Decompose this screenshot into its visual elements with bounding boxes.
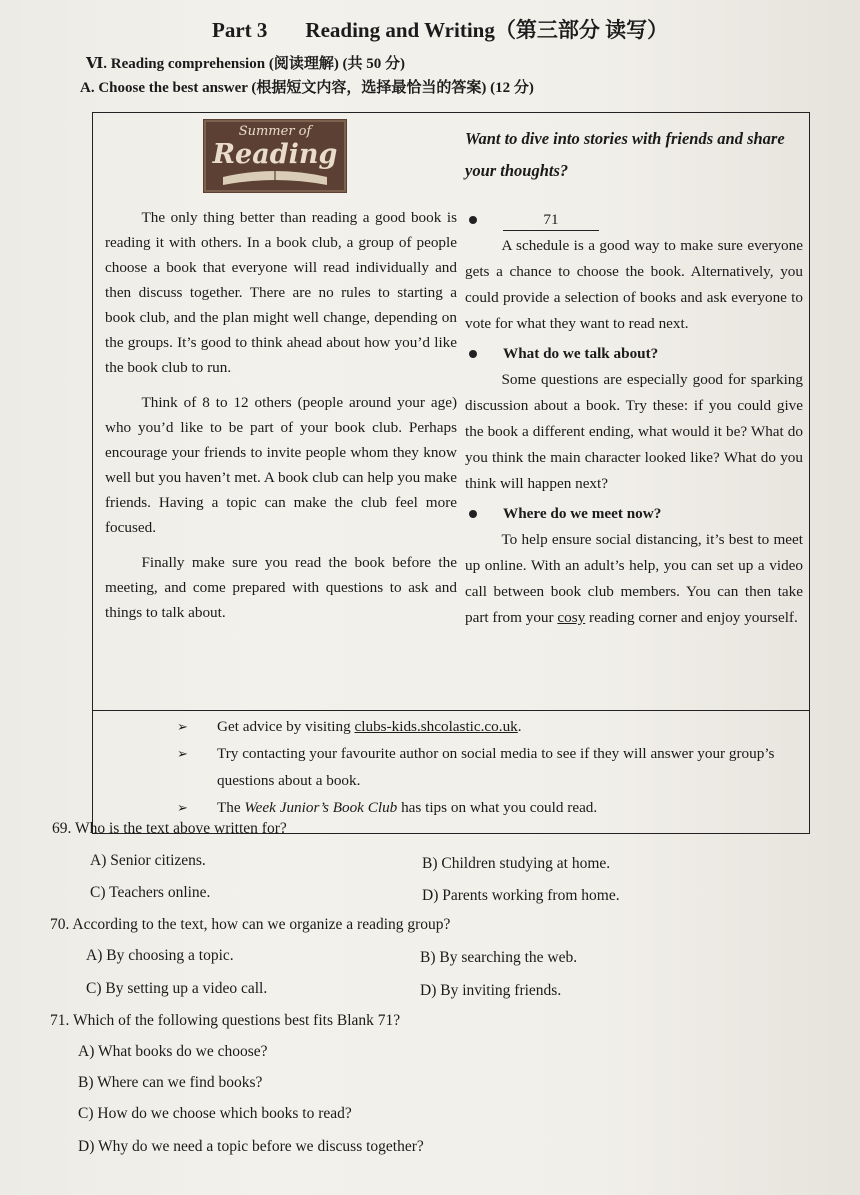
part-title xyxy=(212,14,668,44)
arrow-bullet-icon: ➢ xyxy=(177,746,188,761)
blank-71: 71 xyxy=(503,210,599,231)
tip1-prefix: Get advice by visiting xyxy=(217,718,355,735)
tip1-suffix: . xyxy=(517,718,522,735)
q70-option-c[interactable]: C) By setting up a video call. xyxy=(86,980,268,997)
arrow-bullet-icon: ➢ xyxy=(177,719,188,734)
arrow-bullet-icon: ➢ xyxy=(177,800,188,815)
logo-line2: Reading xyxy=(212,139,338,170)
talk-heading-text: What do we talk about? xyxy=(503,345,659,362)
part-number: Part 3 xyxy=(212,18,268,42)
question-69: 69. Who is the text above written for? xyxy=(52,820,287,837)
tip3-suffix: has tips on what you could read. xyxy=(397,799,598,816)
part-name: Reading and Writing（第三部分 读写） xyxy=(305,18,669,42)
subsection-title: A. Choose the best answer (根据短文内容，选择最恰当的答案) (12 分) xyxy=(80,80,534,96)
bullet-dot-icon xyxy=(469,216,477,224)
p3-text-a: To help ensure social distancing, it’s best to meet up online. With an adult’s help, you can set up a video call between book club members. You can then take part from your xyxy=(465,531,803,626)
meet-heading-text: Where do we meet now? xyxy=(503,505,662,522)
tip-item xyxy=(177,713,807,740)
meet-heading xyxy=(465,501,803,527)
q70-option-d[interactable]: D) By inviting friends. xyxy=(420,982,562,999)
box-divider xyxy=(93,710,809,711)
right-paragraph-3 xyxy=(465,527,803,631)
q71-option-d[interactable]: D) Why do we need a topic before we discuss together? xyxy=(78,1138,424,1155)
q69-option-c[interactable]: C) Teachers online. xyxy=(90,884,211,901)
left-paragraph-3: Finally make sure you read the book before the meeting, and come prepared with questions to ask and things to talk about. xyxy=(105,554,457,621)
right-paragraph-1: A schedule is a good way to make sure everyone gets a chance to choose the book. Alternatively, you could provide a selection of books and ask everyone to vote for what they want to read next. xyxy=(465,237,803,332)
reading-passage-box xyxy=(92,112,810,834)
passage-left-column xyxy=(105,205,457,635)
tip2-text: Try contacting your favourite author on social media to see if they will answer your group’s questions about a book. xyxy=(217,745,775,789)
summer-of-reading-logo xyxy=(203,119,347,193)
q71-option-a[interactable]: A) What books do we choose? xyxy=(78,1043,268,1060)
bullet-dot-icon xyxy=(469,350,477,358)
bullet-dot-icon xyxy=(469,510,477,518)
question-71: 71. Which of the following questions best fits Blank 71? xyxy=(50,1012,401,1029)
q71-option-b[interactable]: B) Where can we find books? xyxy=(78,1074,263,1091)
q69-option-d[interactable]: D) Parents working from home. xyxy=(422,887,620,904)
talk-heading xyxy=(465,341,803,367)
q70-option-b[interactable]: B) By searching the web. xyxy=(420,949,578,966)
p3-text-b: reading corner and enjoy yourself. xyxy=(585,609,798,626)
q71-option-c[interactable]: C) How do we choose which books to read? xyxy=(78,1105,352,1122)
section-title: Ⅵ. Reading comprehension (阅读理解) (共 50 分) xyxy=(86,56,406,72)
p3-underlined-word: cosy xyxy=(557,609,586,626)
tip-item xyxy=(177,740,807,794)
tip-item xyxy=(177,794,807,821)
tip3-title: Week Junior’s Book Club xyxy=(244,799,398,816)
q69-option-a[interactable]: A) Senior citizens. xyxy=(90,852,206,869)
tip1-link[interactable]: clubs-kids.shcolastic.co.uk xyxy=(354,718,518,735)
question-70: 70. According to the text, how can we organize a reading group? xyxy=(50,916,451,933)
tip3-prefix: The xyxy=(217,799,245,816)
q69-option-b[interactable]: B) Children studying at home. xyxy=(422,855,611,872)
logo-line1: Summer of xyxy=(238,124,312,139)
headline: Want to dive into stories with friends and share your thoughts? xyxy=(465,129,785,180)
left-paragraph-2: Think of 8 to 12 others (people around your age) who you’d like to be part of your book club. Perhaps encourage your friends to invite people whom they know well but you haven’t met. A book club can help you make friends. Having a topic can make the club feel more focused. xyxy=(105,394,457,536)
right-paragraph-2: Some questions are especially good for sparking discussion about a book. Try these: if you could give the book a different ending, what would it be? What do you think the main character looked like? What do you think will happen next? xyxy=(465,371,803,492)
tips-list xyxy=(177,713,807,821)
passage-right-column xyxy=(465,123,803,631)
q70-option-a[interactable]: A) By choosing a topic. xyxy=(86,947,234,964)
blank-71-heading xyxy=(465,207,803,233)
left-paragraph-1: The only thing better than reading a good book is reading it with others. In a book club, a group of people choose a book that everyone will read individually and then discuss together. There are no rules to starting a book club, and the plan might well change, depending on the groups. It’s good to think ahead about how you’d like the book club to run. xyxy=(105,209,457,376)
